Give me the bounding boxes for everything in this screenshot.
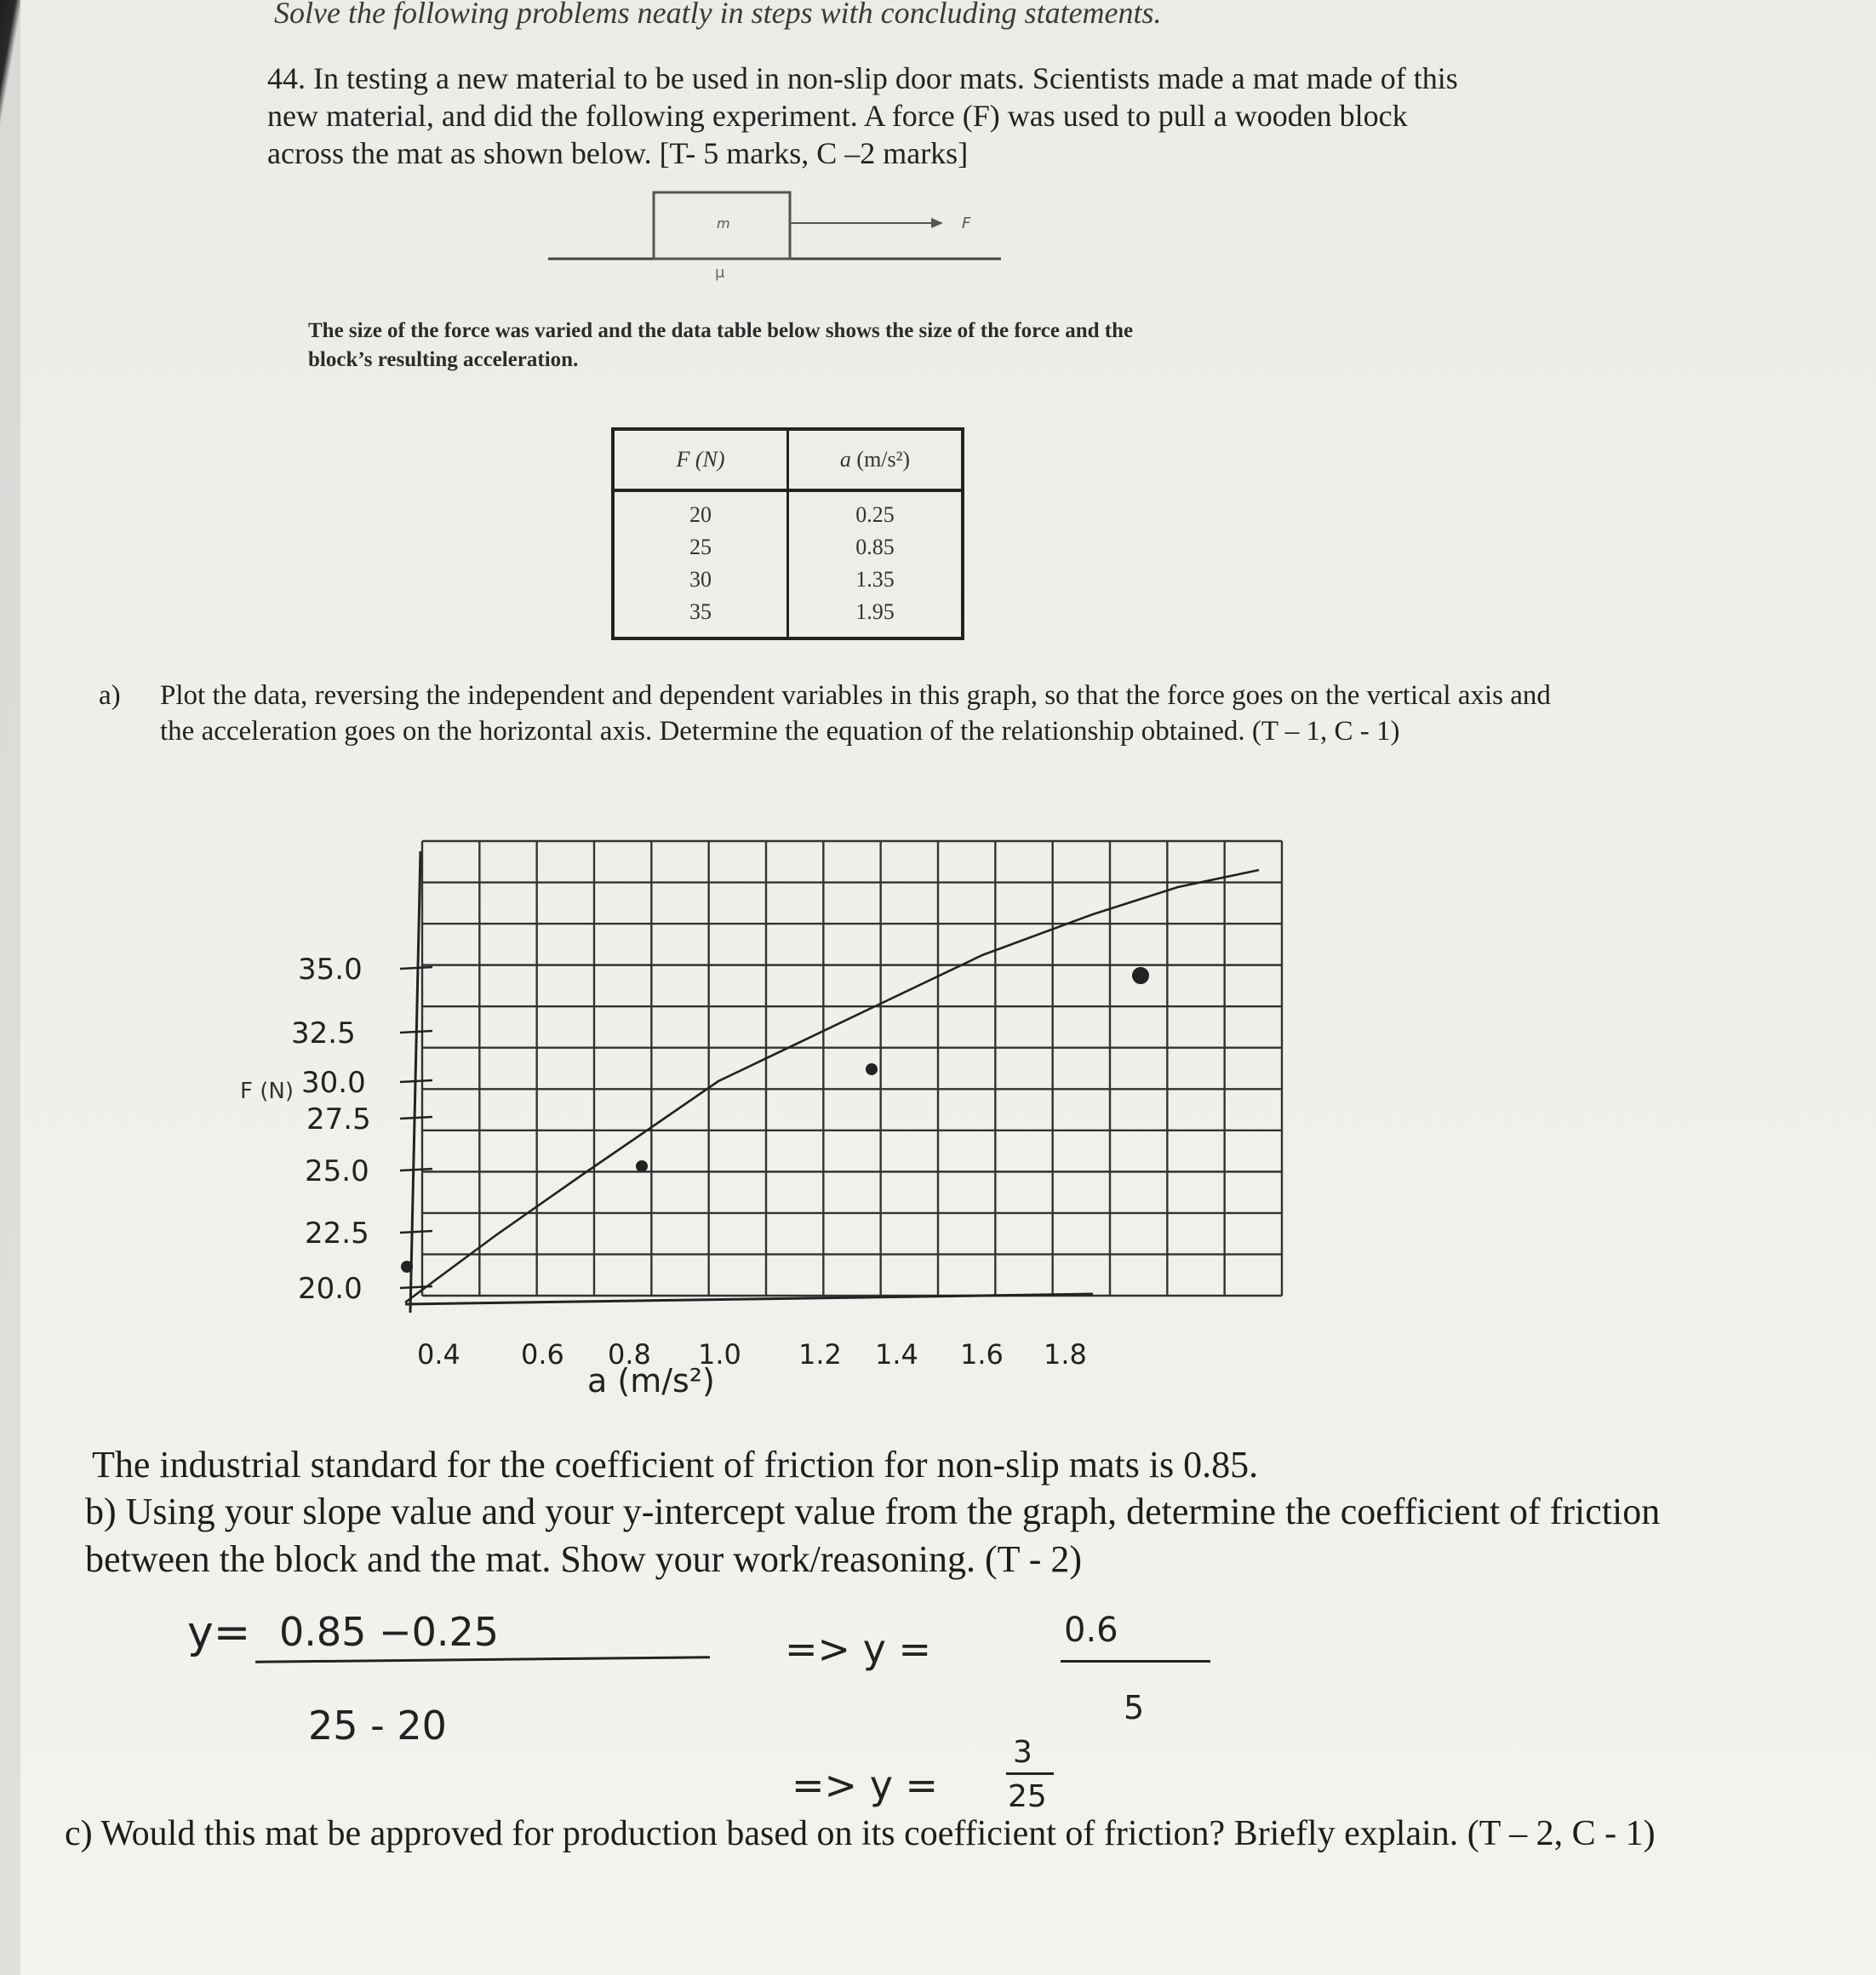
header-force: F (N) <box>613 429 788 490</box>
accel-cell: 1.95 <box>788 596 964 638</box>
work-step2-fraction-bar <box>1061 1660 1210 1663</box>
part-a-question <box>99 678 1551 749</box>
x-axis-label: a (m/s²) <box>587 1362 715 1400</box>
worksheet-page <box>20 0 1876 1975</box>
part-b-line: between the block and the mat. Show your work/reasoning. (T - 2) <box>85 1538 1083 1580</box>
part-b-question <box>85 1488 1660 1583</box>
work-step2-prefix: => y = <box>785 1626 932 1672</box>
question-line: new material, and did the following experiment. A force (F) was used to pull a wooden block <box>267 99 1408 133</box>
y-tick-mark <box>400 1231 432 1233</box>
part-b-line: b) Using your slope value and your y-intercept value from the graph, determine the coefficient of friction <box>85 1491 1661 1532</box>
work-denominator: 25 - 20 <box>308 1703 447 1749</box>
x-tick-label: 1.8 <box>1044 1338 1087 1371</box>
accel-cell: 0.85 <box>788 531 964 564</box>
best-fit-curve <box>405 870 1259 1302</box>
force-acceleration-graph <box>20 817 1297 1413</box>
y-tick-label: 32.5 <box>291 1016 356 1050</box>
part-a-line: the acceleration goes on the horizontal axis. Determine the equation of the relationship obtained. (T – 1, C - 1) <box>160 716 1400 747</box>
data-point <box>637 1161 647 1171</box>
part-a-label: a) <box>99 680 121 711</box>
accel-cell: 0.25 <box>788 490 964 531</box>
y-tick-label: 30.0 <box>301 1066 366 1100</box>
x-tick-label: 1.6 <box>960 1338 1004 1371</box>
question-line: across the mat as shown below. [T- 5 marks, C –2 marks] <box>267 136 969 170</box>
y-tick-mark <box>400 1031 432 1033</box>
caption-line: The size of the force was varied and the data table below shows the size of the force and the <box>308 319 1134 342</box>
force-arrow-head <box>931 218 943 228</box>
friction-label: μ <box>715 264 725 282</box>
graph-grid <box>405 841 1282 1313</box>
y-tick-mark <box>400 1080 432 1082</box>
x-axis-handwritten-ticks <box>417 1338 1087 1371</box>
question-line: 44. In testing a new material to be used in non-slip door mats. Scientists made a mat made of this <box>267 61 1458 95</box>
force-cell: 35 <box>613 596 788 638</box>
y-tick-label: 27.5 <box>306 1102 371 1136</box>
work-step3-prefix: => y = <box>792 1762 939 1808</box>
force-cell: 30 <box>613 564 788 596</box>
industrial-standard-text: The industrial standard for the coefficient of friction for non-slip mats is 0.85. <box>92 1444 1259 1486</box>
work-step3-fraction-bar <box>1006 1772 1054 1775</box>
data-point <box>867 1064 877 1074</box>
work-step3-denominator: 25 <box>1008 1779 1047 1814</box>
part-c-question: c) Would this mat be approved for production based on its coefficient of friction? Briefly explain. (T – 2, C - 1) <box>65 1814 1656 1853</box>
work-step2-numerator: 0.6 <box>1064 1611 1118 1650</box>
y-axis-label: F (N) <box>240 1079 294 1104</box>
force-label: F <box>962 215 971 232</box>
y-tick-label: 20.0 <box>298 1272 363 1306</box>
plotted-series <box>402 870 1259 1302</box>
y-tick-mark <box>400 967 432 969</box>
table-caption <box>308 317 1133 375</box>
instruction-heading: Solve the following problems neatly in steps with concluding statements. <box>274 0 1162 30</box>
work-step3-numerator: 3 <box>1013 1735 1032 1770</box>
x-tick-label: 0.4 <box>417 1338 460 1371</box>
data-point <box>402 1262 412 1272</box>
accel-cell: 1.35 <box>788 564 964 596</box>
question-44-text <box>267 60 1458 172</box>
block-force-diagram <box>531 184 1008 286</box>
y-tick-label: 35.0 <box>298 953 363 987</box>
force-cell: 25 <box>613 531 788 564</box>
x-tick-label: 1.4 <box>875 1338 918 1371</box>
data-table <box>611 427 964 640</box>
work-step2-denominator: 5 <box>1124 1689 1145 1726</box>
force-cell: 20 <box>613 490 788 531</box>
work-fraction-bar <box>255 1656 710 1663</box>
part-a-line: Plot the data, reversing the independent and dependent variables in this graph, so that the force goes on the vertical axis and <box>160 680 1551 711</box>
x-tick-label: 1.0 <box>698 1338 741 1371</box>
header-acceleration: a (m/s²) <box>788 429 964 490</box>
caption-line: block’s resulting acceleration. <box>308 348 579 371</box>
x-tick-label: 1.2 <box>798 1338 842 1371</box>
work-y-equals: y= <box>187 1607 251 1658</box>
x-tick-label: 0.6 <box>521 1338 564 1371</box>
y-tick-mark <box>400 1169 432 1171</box>
block-label: m <box>717 215 730 232</box>
data-point <box>1133 968 1148 983</box>
y-tick-label: 22.5 <box>305 1216 369 1251</box>
y-tick-label: 25.0 <box>305 1154 369 1188</box>
work-numerator: 0.85 −0.25 <box>279 1609 500 1655</box>
y-tick-mark <box>400 1117 432 1119</box>
x-tick-label: 0.8 <box>608 1338 651 1371</box>
